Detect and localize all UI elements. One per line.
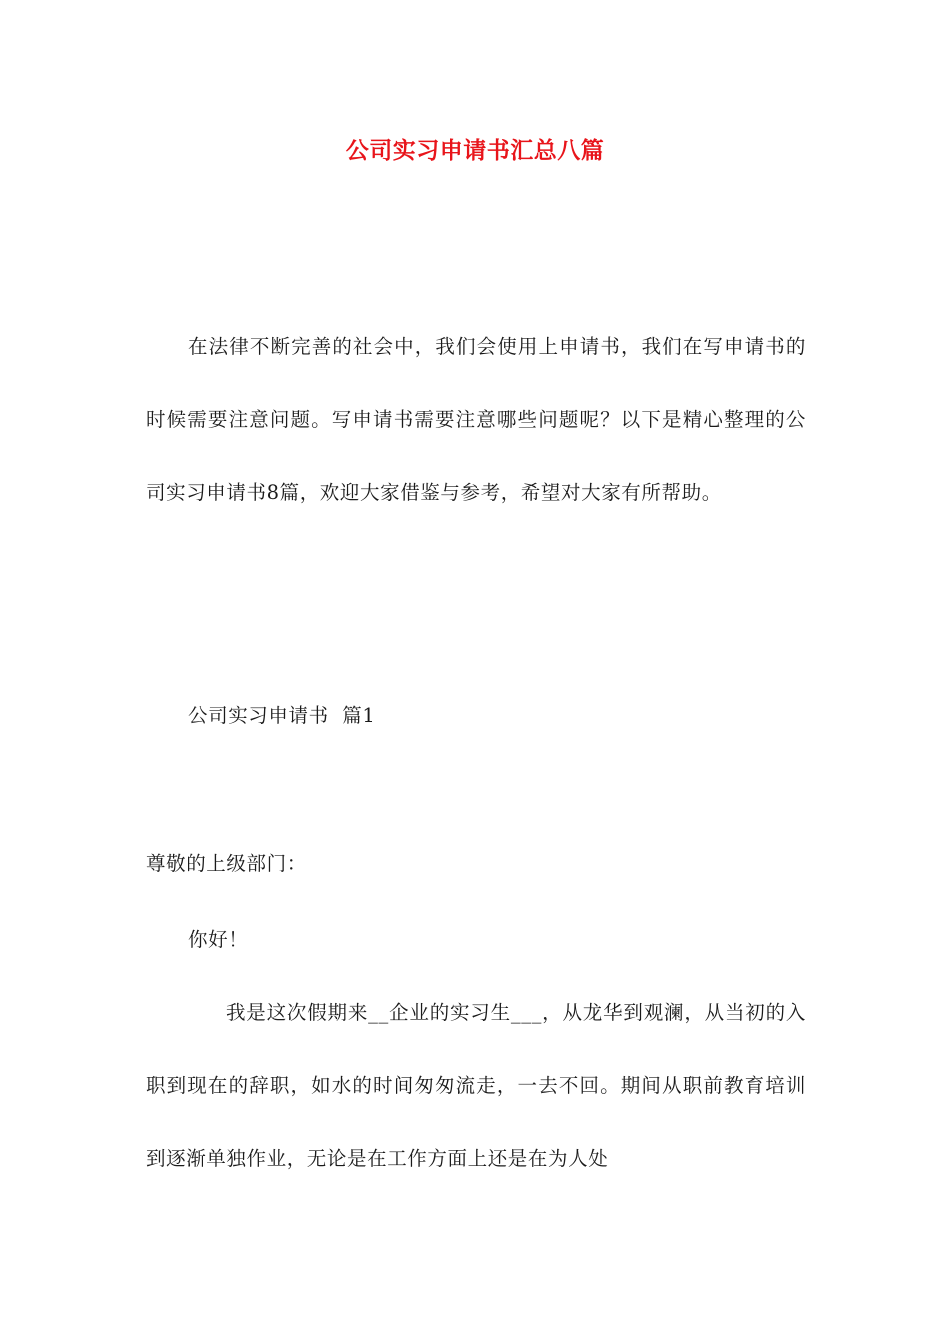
section-heading: 公司实习申请书 篇1	[188, 704, 376, 727]
salutation: 尊敬的上级部门：	[146, 852, 307, 875]
document-title: 公司实习申请书汇总八篇	[345, 138, 605, 164]
letter-body-paragraph: 我是这次假期来__企业的实习生___，从龙华到观澜，从当初的入职到现在的辞职，如水的时间匆匆流走，一去不回。期间从职前教育培训到逐渐单独作业，无论是在工作方面上还是在为人处	[146, 1001, 806, 1170]
letter-body-block	[146, 976, 806, 1195]
greeting: 你好！	[188, 928, 249, 951]
intro-paragraph-block	[146, 310, 806, 529]
intro-paragraph: 在法律不断完善的社会中，我们会使用上申请书，我们在写申请书的时候需要注意问题。写申请书需要注意哪些问题呢？以下是精心整理的公司实习申请书8篇，欢迎大家借鉴与参考，希望对大家有所帮助。	[146, 335, 806, 504]
